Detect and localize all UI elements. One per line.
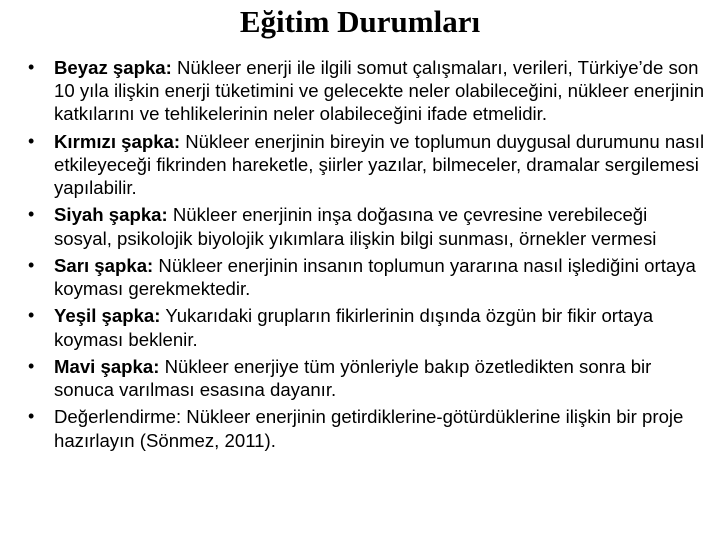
bullet-list — [28, 56, 708, 456]
bullet-text: Değerlendirme: Nükleer enerjinin getirdiklerine-götürdüklerine ilişkin bir proje hazırlayın (Sönmez, 2011). — [54, 406, 684, 451]
bullet-item-mavi-sapka — [28, 355, 708, 401]
bullet-dot-icon: • — [28, 57, 35, 77]
bullet-item-degerlendirme — [28, 405, 708, 451]
bullet-dot-icon: • — [28, 305, 35, 326]
bullet-lead: Sarı şapka: — [54, 254, 154, 276]
bullet-dot-icon: • — [28, 254, 35, 275]
bullet-text: Nükleer enerjiye tüm yönleriyle bakıp özetledikten sonra bir sonuca varılması esasına dayanır. — [54, 355, 652, 401]
bullet-text: Nükleer enerjinin inşa doğasına ve çevresine verebileceği sosyal, psikolojik biyolojik yıkımlara ilişkin bilgi sunması, örnekler vermesi — [54, 204, 657, 249]
bullet-item-kirmizi-sapka — [28, 130, 708, 200]
bullet-dot-icon: • — [28, 204, 35, 225]
bullet-dot-icon: • — [28, 130, 35, 151]
bullet-lead: Beyaz şapka: — [54, 57, 172, 78]
bullet-lead: Yeşil şapka: — [54, 305, 161, 327]
bullet-item-sari-sapka — [28, 254, 708, 300]
bullet-dot-icon: • — [28, 406, 35, 427]
bullet-text: Nükleer enerjinin bireyin ve toplumun duygusal durumunu nasıl etkileyeceği fikrinden hareketle, şiirler yazılar, bilmeceler, dramalar sergilemesi yapılabilir. — [54, 130, 705, 199]
bullet-text: Nükleer enerji ile ilgili somut çalışmaları, verileri, Türkiye’de son 10 yıla ilişkin enerji tüketimini ve gelecekte neler olabileceğini, nükleer enerjinin katkılarını ve tehlikelerinin neler olabileceğini ifade etmelidir. — [54, 57, 705, 125]
bullet-item-beyaz-sapka — [28, 56, 708, 126]
bullet-text: Nükleer enerjinin insanın toplumun yararına nasıl işlediğini ortaya koyması gerekmektedir. — [54, 254, 696, 300]
bullet-lead: Mavi şapka: — [54, 355, 160, 377]
bullet-item-yesil-sapka — [28, 304, 708, 350]
bullet-dot-icon: • — [28, 355, 35, 376]
bullet-lead: Kırmızı şapka: — [54, 130, 181, 152]
bullet-text: Yukarıdaki grupların fikirlerinin dışında özgün bir fikir ortaya koyması beklenir. — [54, 305, 654, 350]
bullet-lead: Siyah şapka: — [54, 204, 168, 226]
bullet-item-siyah-sapka — [28, 203, 708, 249]
slide-title: Eğitim Durumları — [239, 4, 481, 39]
